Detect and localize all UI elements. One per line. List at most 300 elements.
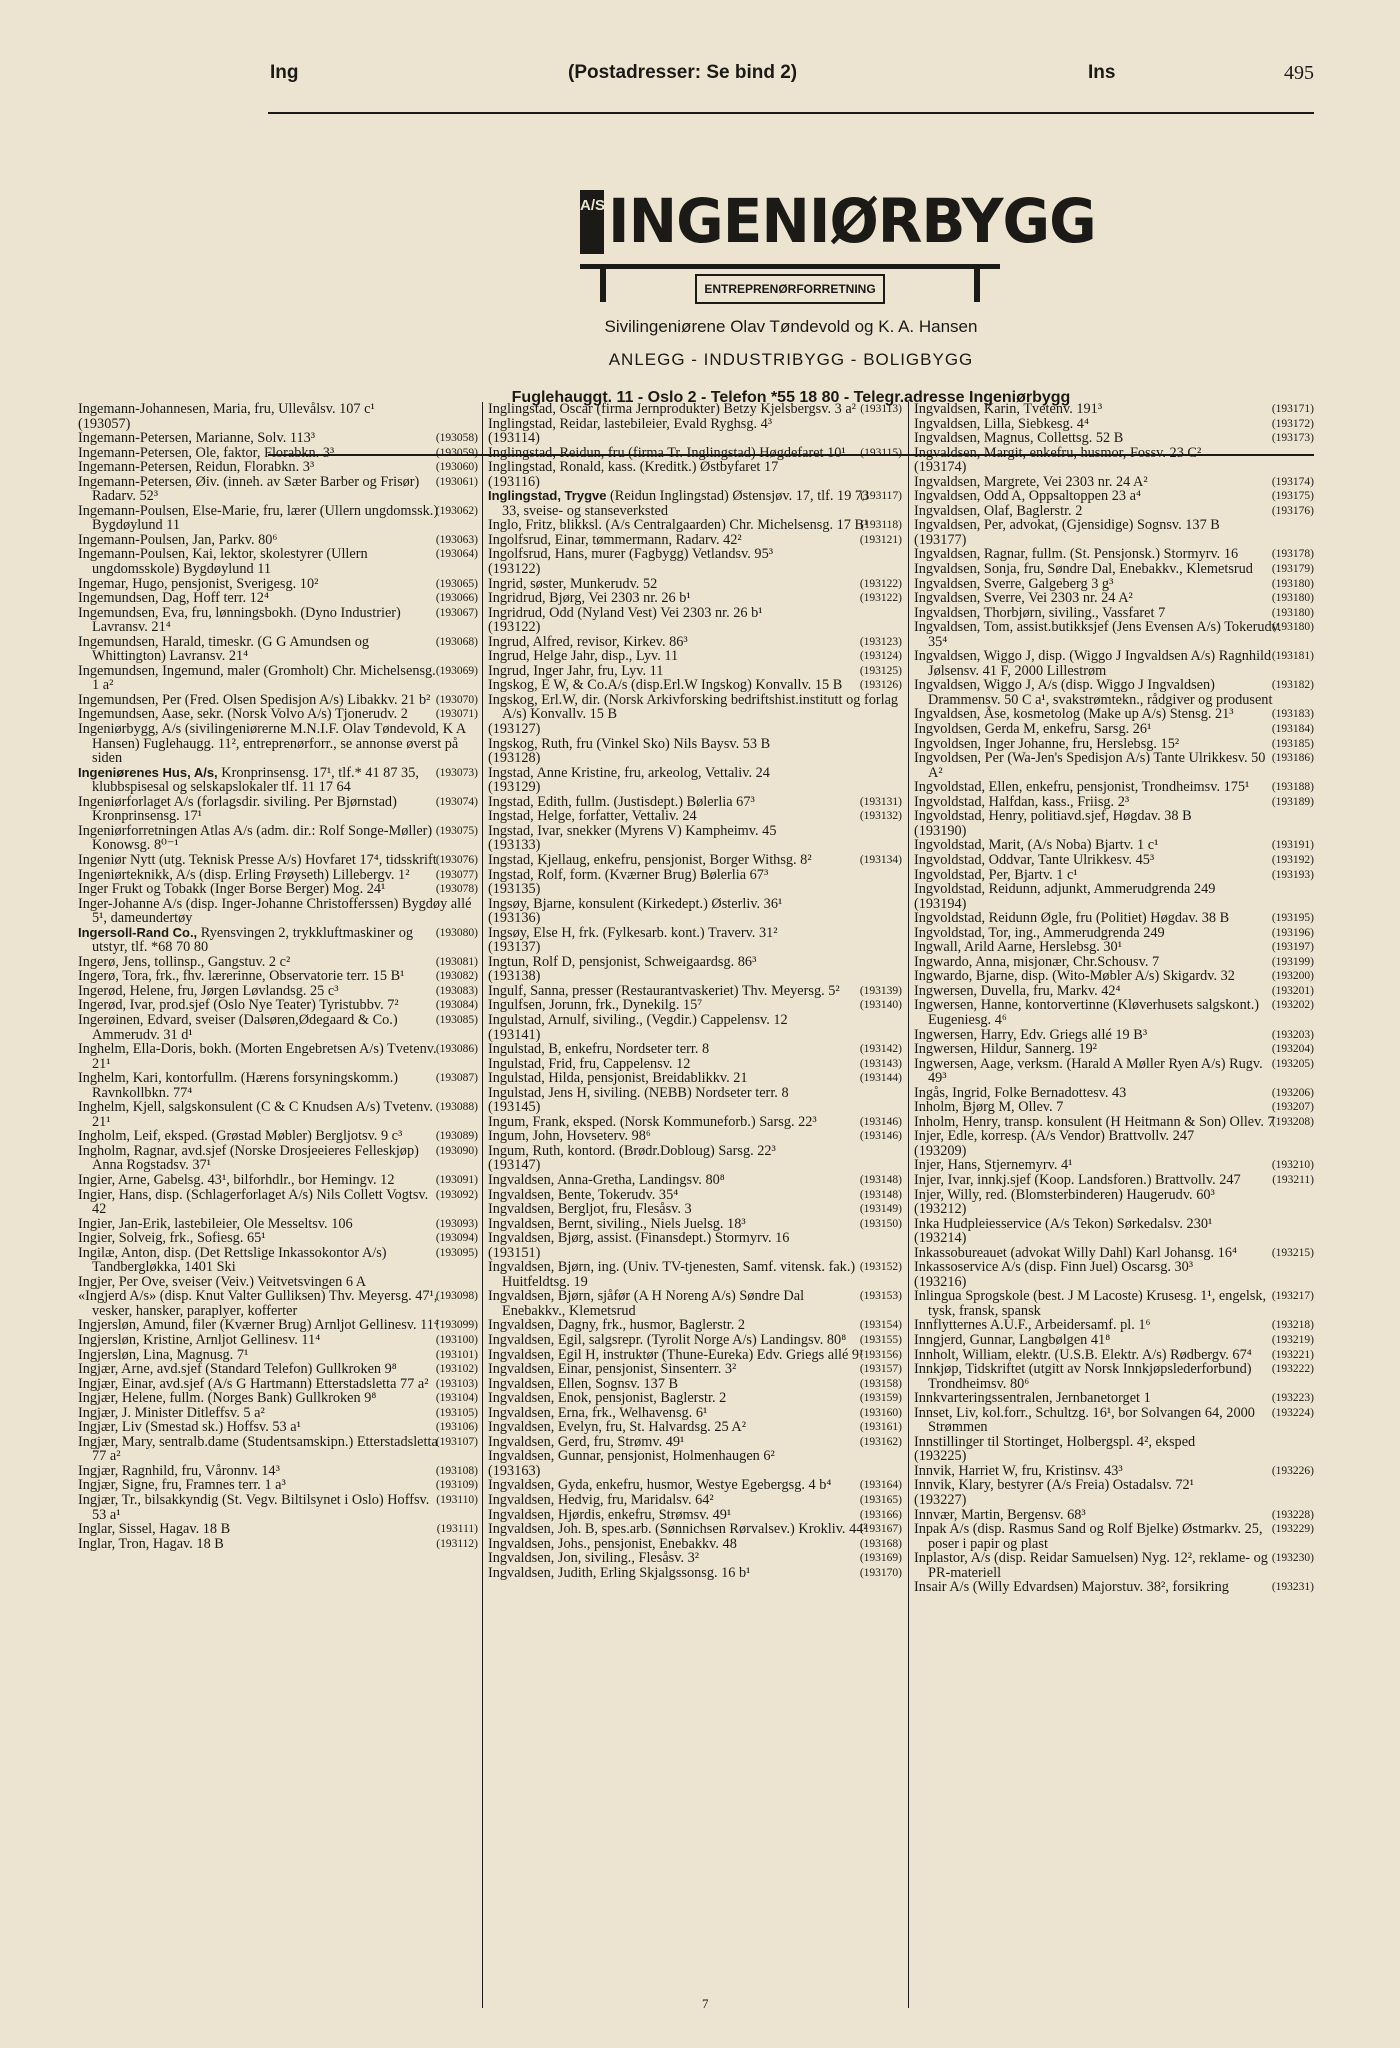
entry-phone-number: (193182) (1271, 679, 1314, 692)
entry-text: Ingskog, Ruth, fru (Vinkel Sko) Nils Baysv. 53 B (488, 735, 771, 752)
entry-phone-number: (193063) (435, 533, 478, 546)
listing-entry (78, 766, 478, 795)
entry-phone-number: (193143) (859, 1057, 902, 1070)
listing-entry (914, 1144, 1314, 1159)
entry-phone-number: (193103) (435, 1377, 478, 1390)
entry-phone-number: (193067) (435, 606, 478, 619)
listing-entry (914, 1275, 1314, 1290)
entry-text: Ingulstad, B, enkefru, Nordseter terr. 8 (488, 1041, 710, 1058)
entry-phone-number: (193071) (435, 708, 478, 721)
entry-text: Ingemundsen, Per (Fred. Olsen Spedisjon A/s) Libakkv. 21 b² (78, 691, 431, 708)
entry-phone-number: (193102) (435, 1363, 478, 1376)
listing-entry (488, 591, 902, 606)
listing-entry (78, 431, 478, 446)
entry-phone-number: (193101) (435, 1348, 478, 1361)
entry-text: Ingwersen, Hildur, Sannerg. 19² (914, 1041, 1097, 1058)
listing-entry (914, 1086, 1314, 1101)
logo-left-post (600, 268, 606, 302)
entry-text: Ingvoldstad, Tor, ing., Ammerudgrenda 249 (914, 924, 1165, 941)
listing-entry (914, 1202, 1314, 1217)
entry-phone-number: (193058) (435, 432, 478, 445)
footer-mark: 7 (702, 1996, 709, 2011)
entry-text: Inglingstad, Reidun, fru (firma Tr. Inglingstad) Høgdefaret 10¹ (488, 444, 846, 461)
entry-phone-number: (193180) (1271, 577, 1314, 590)
listing-column-3 (914, 402, 1314, 2008)
entry-text: Inplastor, A/s (disp. Reidar Samuelsen) Nyg. 12², reklame- og PR-materiell (914, 1550, 1268, 1581)
logo-wordmark: INGENIØRBYGG (608, 185, 1096, 257)
entry-text: Ingvoldstad, Reidunn, adjunkt, Ammerudgrenda 249 (914, 881, 1216, 898)
entry-phone-number: (193157) (859, 1363, 902, 1376)
entry-phone-number: (193221) (1271, 1348, 1314, 1361)
entry-text: Innvik, Klary, bestyrer (A/s Freia) Ostadalsv. 72¹ (914, 1477, 1194, 1494)
entry-text: (193145) (488, 1099, 541, 1116)
listing-entry (78, 1129, 478, 1144)
listing-entry (488, 649, 902, 664)
entry-phone-number: (193210) (1271, 1159, 1314, 1172)
listing-entry (78, 1420, 478, 1435)
listing-entry (914, 838, 1314, 853)
entry-phone-number: (193113) (860, 403, 902, 415)
entry-text: Ingvoldstad, Oddvar, Tante Ulrikkesv. 45³ (914, 851, 1155, 868)
listing-entry (488, 940, 902, 955)
entry-text: (193177) (914, 531, 967, 548)
entry-text: Ingjær, Arne, avd.sjef (Standard Telefon) Gullkroken 9⁸ (78, 1361, 397, 1378)
listing-entry (488, 1435, 902, 1450)
entry-text: (193227) (914, 1492, 967, 1509)
entry-text: Inka Hudpleiesservice (A/s Tekon) Sørkedalsv. 230¹ (914, 1215, 1213, 1232)
entry-phone-number: (193126) (859, 679, 902, 692)
entry-text: Inglar, Sissel, Hagav. 18 B (78, 1521, 231, 1538)
listing-entry (488, 1042, 902, 1057)
listing-entry (488, 664, 902, 679)
listing-entry (78, 984, 478, 999)
listing-entry (488, 998, 902, 1013)
listing-entry (914, 1435, 1314, 1450)
entry-text: Ingvaldsen, Dagny, frk., husmor, Baglerstr. 2 (488, 1317, 745, 1334)
listing-entry (78, 417, 478, 432)
entry-text: Ingerød, Helene, fru, Jørgen Løvlandsg. 25 c³ (78, 982, 339, 999)
listing-entry (488, 882, 902, 897)
entry-phone-number: (193105) (435, 1406, 478, 1419)
listing-entry (488, 446, 902, 461)
entry-text: Ingier, Jan-Erik, lastebileier, Ole Messeltsv. 106 (78, 1215, 353, 1232)
entry-phone-number: (193095) (435, 1246, 478, 1259)
listing-entry (488, 1289, 902, 1318)
entry-text: Ingeniørforlaget A/s (forlagsdir. siviling. Per Bjørnstad) Kronprinsensg. 17¹ (78, 793, 397, 825)
listing-entry (488, 1333, 902, 1348)
entry-text: Ingvaldsen, Gyda, enkefru, husmor, Westye Egebergsg. 4 b⁴ (488, 1477, 832, 1494)
listing-entry (78, 1522, 478, 1537)
entry-phone-number: (193183) (1271, 708, 1314, 721)
entry-text: Ingemundsen, Ingemund, maler (Gromholt) Chr. Michelsensg. 1 a² (78, 662, 436, 694)
listing-entry (914, 547, 1314, 562)
entry-text: Ingvaldsen, Tom, assist.butikksjef (Jens Evensen A/s) Tokerudv. 35⁴ (914, 619, 1282, 650)
entry-text: Ingvaldsen, Enok, pensjonist, Baglerstr. 2 (488, 1390, 727, 1407)
entry-text: «Ingjerd A/s» (disp. Knut Valter Gulliksen) Thv. Meyersg. 47¹, vesker, hansker, paraplyer, kofferter (78, 1288, 438, 1319)
listing-entry (78, 955, 478, 970)
entry-text: Ingum, John, Hovseterv. 98⁶ (488, 1128, 651, 1145)
entry-phone-number: (193149) (859, 1203, 902, 1216)
entry-phone-number: (193124) (859, 650, 902, 663)
entry-text: Ingvaldsen, Bjørn, ing. (Univ. TV-tjenesten, Samf. vitensk. fak.) Huitfeldtsg. 19 (488, 1259, 856, 1290)
listing-entry (488, 751, 902, 766)
entry-text: Ingemann-Poulsen, Else-Marie, fru, lærer (Ullern ungdomssk.) Bygdøylund 11 (78, 502, 439, 534)
listing-entry (914, 417, 1314, 432)
entry-text: (193116) (488, 473, 540, 490)
entry-text: Ingemann-Poulsen, Kai, lektor, skolestyrer (Ullern ungdomsskole) Bygdøylund 11 (78, 546, 368, 578)
entry-phone-number: (193092) (435, 1188, 478, 1201)
entry-phone-number: (193150) (859, 1217, 902, 1230)
entry-text: Ingvaldsen, Lilla, Siebkesg. 4⁴ (914, 415, 1089, 432)
entry-phone-number: (193122) (859, 577, 902, 590)
entry-text: Ingjær, Signe, fru, Framnes terr. 1 a³ (78, 1477, 286, 1494)
entry-text: Ingemann-Petersen, Øiv. (inneh. av Sæter Barber og Frisør) Radarv. 52³ (78, 473, 420, 505)
listing-entry (78, 1464, 478, 1479)
entry-text: Ingulfsen, Jorunn, frk., Dynekilg. 15⁷ (488, 997, 703, 1014)
entry-text: Ingolfsrud, Einar, tømmermann, Radarv. 42² (488, 531, 742, 548)
entry-phone-number: (193082) (435, 970, 478, 983)
listing-entry (488, 780, 902, 795)
entry-text: Ingrid, søster, Munkerudv. 52 (488, 575, 658, 592)
entry-phone-number: (193158) (859, 1377, 902, 1390)
entry-text: Inghelm, Kari, kontorfullm. (Hærens forsyningskomm.) Ravnkollbkn. 77⁴ (78, 1070, 399, 1101)
listing-entry (78, 446, 478, 461)
listing-entry (78, 1071, 478, 1100)
entry-phone-number: (193219) (1271, 1334, 1314, 1346)
listing-entry (78, 1231, 478, 1246)
listing-entry (914, 649, 1314, 678)
entry-text: Ingvaldsen, Wiggo J, disp. (Wiggo J Ingvaldsen A/s) Ragnhild Jølsensv. 41 F, 2000 Lillestrøm (914, 648, 1272, 679)
entry-phone-number: (193159) (859, 1392, 902, 1405)
listing-entry (78, 1391, 478, 1406)
listing-entry (914, 1246, 1314, 1261)
entry-text: Ingilæ, Anton, disp. (Det Rettslige Inkassokontor A/s) Tandbergløkka, 1401 Ski (78, 1244, 387, 1276)
entry-phone-number: (193178) (1271, 548, 1314, 561)
entry-phone-number: (193193) (1271, 868, 1314, 881)
listing-entry (914, 577, 1314, 592)
entry-text: (193225) (914, 1448, 967, 1465)
listing-entry (914, 678, 1314, 707)
entry-text: (193122) (488, 619, 541, 636)
listing-entry (78, 475, 478, 504)
entry-text: Ingvaldsen, Odd A, Oppsaltoppen 23 a⁴ (914, 488, 1141, 505)
entry-text: Inglingstad, Oscar (firma Jernprodukter) Betzy Kjelsbergsv. 3 a² (488, 402, 856, 417)
entry-text: Ingier, Hans, disp. (Schlagerforlaget A/s) Nils Collett Vogtsv. 42 (78, 1186, 429, 1218)
entry-phone-number: (193172) (1271, 417, 1314, 430)
directory-page (78, 52, 1314, 2012)
entry-text: Ingier, Solveig, frk., Sofiesg. 65¹ (78, 1230, 266, 1247)
entry-text: Inngjerd, Gunnar, Langbølgen 41⁸ (914, 1332, 1111, 1348)
listing-entry (914, 489, 1314, 504)
listing-entry (488, 737, 902, 752)
listing-entry (78, 460, 478, 475)
listing-entry (488, 1028, 902, 1043)
entry-text: Ingvaldsen, Bente, Tokerudv. 35⁴ (488, 1186, 679, 1203)
entry-text: Ingjær, Einar, avd.sjef (A/s G Hartmann) Etterstadsletta 77 a² (78, 1375, 429, 1392)
entry-text: Ingvoldstad, Reidunn Øgle, fru (Politiet) Høgdav. 38 B (914, 910, 1230, 927)
listing-entry (488, 1057, 902, 1072)
entry-text: Ingvaldsen, Per, advokat, (Gjensidige) Sognsv. 137 B (914, 517, 1220, 534)
listing-entry (78, 1537, 478, 1552)
listing-entry (78, 1173, 478, 1188)
listing-entry (914, 853, 1314, 868)
entry-text: (193174) (914, 459, 967, 476)
entry-text: Ingwersen, Harry, Edv. Griegs allé 19 B³ (914, 1026, 1148, 1043)
entry-phone-number: (193142) (859, 1043, 902, 1056)
listing-entry (914, 475, 1314, 490)
listing-entry (488, 1377, 902, 1392)
listing-entry (914, 446, 1314, 461)
listing-entry (914, 1449, 1314, 1464)
entry-phone-number: (193132) (859, 810, 902, 823)
entry-text: Ingeniør Nytt (utg. Teknisk Presse A/s) Hovfaret 17⁴, tidsskrift (78, 851, 437, 868)
listing-entry (78, 1478, 478, 1493)
listing-entry (488, 1508, 902, 1523)
entry-phone-number: (193148) (859, 1173, 902, 1186)
entry-phone-number: (193175) (1271, 490, 1314, 503)
entry-phone-number: (193228) (1271, 1508, 1314, 1521)
entry-phone-number: (193169) (859, 1552, 902, 1565)
listing-entry (78, 606, 478, 635)
entry-text: Ingrud, Helge Jahr, disp., Lyv. 11 (488, 648, 679, 665)
listing-entry (488, 1420, 902, 1435)
listing-entry (488, 678, 902, 693)
listing-entry (914, 882, 1314, 897)
listing-entry (488, 1173, 902, 1188)
entry-text: Ingvoldstad, Henry, politiavd.sjef, Høgdav. 38 B (914, 808, 1192, 825)
entry-phone-number: (193180) (1271, 592, 1314, 605)
entry-phone-number: (193111) (436, 1523, 478, 1536)
entry-text: Ingvaldsen, Bjørn, sjåfør (A H Noreng A/s) Søndre Dal Enebakkv., Klemetsrud (488, 1288, 805, 1319)
listing-entry (488, 1013, 902, 1028)
entry-text: (193057) (78, 415, 131, 432)
entry-phone-number: (193176) (1271, 504, 1314, 517)
entry-phone-number: (193206) (1271, 1086, 1314, 1099)
entry-phone-number: (193174) (1271, 475, 1314, 488)
entry-phone-number: (193146) (859, 1130, 902, 1143)
entry-text: Inghelm, Ella-Doris, bokh. (Morten Engebretsen A/s) Tvetenv. 21¹ (78, 1041, 437, 1072)
entry-text: Inglar, Tron, Hagav. 18 B (78, 1535, 224, 1552)
entry-text: Ingvaldsen, Margit, enkefru, husmor, Fossv. 23 C² (914, 444, 1202, 461)
entry-text: Ingeniørforretningen Atlas A/s (adm. dir.: Rolf Songe-Møller) Konowsg. 8⁰⁻¹ (78, 822, 433, 854)
entry-text: (193214) (914, 1230, 967, 1247)
entry-phone-number: (193173) (1271, 432, 1314, 445)
entry-text: Ingvaldsen, Hjørdis, enkefru, Strømsv. 49¹ (488, 1506, 732, 1523)
entry-phone-number: (193161) (859, 1421, 902, 1434)
listing-entry (78, 897, 478, 926)
entry-text: Ingerø, Jens, tollinsp., Gangstuv. 2 c² (78, 953, 291, 970)
entry-text: Ingolfsrud, Hans, murer (Fagbygg) Vetlandsv. 95³ (488, 546, 774, 563)
entry-text: Ingjær, Helene, fullm. (Norges Bank) Gullkroken 9⁸ (78, 1390, 377, 1407)
entry-phone-number: (193197) (1271, 941, 1314, 954)
listing-entry (78, 1377, 478, 1392)
entry-phone-number: (193078) (435, 883, 478, 896)
entry-text: Inglo, Fritz, blikksl. (A/s Centralgaarden) Chr. Michelsensg. 17 B¹ (488, 517, 869, 534)
listing-entry (914, 1289, 1314, 1318)
entry-phone-number: (193218) (1271, 1319, 1314, 1332)
header-left-keyword: Ing (270, 62, 299, 83)
entry-phone-number: (193084) (435, 999, 478, 1012)
listing-entry (488, 955, 902, 970)
entry-text: Insair A/s (Willy Edvardsen) Majorstuv. 38², forsikring (914, 1579, 1229, 1596)
entry-phone-number: (193155) (859, 1334, 902, 1346)
listing-entry (914, 955, 1314, 970)
listing-entry (488, 431, 902, 446)
entry-text: Ingwersen, Duvella, fru, Markv. 42⁴ (914, 982, 1121, 999)
listing-entry (78, 824, 478, 853)
entry-text: Inglingstad, Ronald, kass. (Kreditk.) Østbyfaret 17 (488, 459, 779, 476)
entry-text: Ingholm, Leif, eksped. (Grøstad Møbler) Bergljotsv. 9 c³ (78, 1128, 403, 1145)
listing-entry (488, 1115, 902, 1130)
listing-entry (914, 1028, 1314, 1043)
entry-text: (193151) (488, 1244, 541, 1261)
entry-text: Ingjær, Ragnhild, fru, Våronnv. 14³ (78, 1462, 280, 1479)
listing-entry (488, 547, 902, 562)
entry-text: Ingstad, Edith, fullm. (Justisdept.) Bølerlia 67³ (488, 793, 755, 810)
entry-text: Ingum, Frank, eksped. (Norsk Kommuneforb.) Sarsg. 22³ (488, 1113, 817, 1130)
page-number: 495 (1284, 62, 1314, 84)
listing-entry (488, 984, 902, 999)
listing-entry (488, 1144, 902, 1159)
entry-text: Ingvaldsen, Egil, salgsrepr. (Tyrolit Norge A/s) Landingsv. 80⁸ (488, 1332, 847, 1348)
listing-entry (78, 533, 478, 548)
entry-phone-number: (193112) (436, 1537, 478, 1550)
entry-text: Ingvoldstad, Ellen, enkefru, pensjonist, Trondheimsv. 175¹ (914, 779, 1250, 796)
entry-text: (193190) (914, 822, 967, 839)
listing-entry (914, 809, 1314, 824)
entry-text: Ingvoldstad, Marit, (A/s Noba) Bjartv. 1 c¹ (914, 837, 1159, 854)
entry-text: (193216) (914, 1273, 967, 1290)
listing-entry (78, 1289, 478, 1318)
entry-phone-number: (193148) (859, 1188, 902, 1201)
entry-text: Inglingstad, Trygve (Reidun Inglingstad) Østensjøv. 17, tlf. 19 73 33, sveise- og stanseverksted (488, 488, 870, 519)
entry-phone-number: (193081) (435, 955, 478, 968)
listing-entry (488, 853, 902, 868)
listing-entry (914, 911, 1314, 926)
entry-phone-number: (193115) (860, 446, 902, 459)
entry-text: Ingjersløn, Lina, Magnusg. 7¹ (78, 1346, 249, 1363)
entry-phone-number: (193185) (1271, 737, 1314, 750)
entry-phone-number: (193087) (435, 1072, 478, 1085)
ingeniorbygg-logo (580, 184, 1096, 296)
entry-phone-number: (193062) (435, 504, 478, 517)
entry-phone-number: (193164) (859, 1479, 902, 1492)
listing-entry (914, 1551, 1314, 1580)
entry-phone-number: (193085) (435, 1013, 478, 1026)
entry-text: Ingemundsen, Eva, fru, lønningsbokh. (Dyno Industrier) Lavransv. 21⁴ (78, 604, 401, 636)
listing-entry (914, 1260, 1314, 1275)
entry-text: Ingvaldsen, Joh. B, spes.arb. (Sønnichsen Rørvalsev.) Krokliv. 44² (488, 1521, 868, 1538)
entry-phone-number: (193201) (1271, 984, 1314, 997)
listing-entry (488, 635, 902, 650)
entry-phone-number: (193121) (859, 533, 902, 546)
entry-phone-number: (193104) (435, 1392, 478, 1405)
entry-phone-number: (193215) (1271, 1246, 1314, 1259)
entry-text: Ingjær, Mary, sentralb.dame (Studentsamskipn.) Etterstadsletta 77 a² (78, 1433, 438, 1465)
listing-entry (488, 1449, 902, 1464)
entry-text: Ingjær, Tr., bilsakkyndig (St. Vegv. Biltilsynet i Oslo) Hoffsv. 53 a¹ (78, 1492, 430, 1523)
entry-phone-number: (193211) (1272, 1173, 1314, 1186)
entry-phone-number: (193191) (1271, 839, 1314, 852)
entry-phone-number: (193231) (1271, 1581, 1314, 1594)
entry-text: Ingvaldsen, Hedvig, fru, Maridalsv. 64² (488, 1492, 714, 1509)
listing-column-2 (488, 402, 902, 2008)
entry-text: Ingholm, Ragnar, avd.sjef (Norske Drosjeeieres Felleskjøp) Anna Rogstadsv. 37¹ (78, 1142, 419, 1174)
entry-text: Injer, Hans, Stjernemyrv. 4¹ (914, 1157, 1073, 1174)
entry-text: Ingemundsen, Harald, timeskr. (G G Amundsen og Whittington) Lavransv. 21⁴ (78, 633, 370, 665)
entry-phone-number: (193144) (859, 1072, 902, 1085)
entry-text: Ingulstad, Arnulf, siviling., (Vegdir.) Cappelensv. 12 (488, 1011, 788, 1028)
advert-address: Fuglehauggt. 11 - Oslo 2 - Telefon *55 18 80 - Telegr.adresse Ingeniørbygg (511, 389, 1071, 406)
listing-entry (914, 1158, 1314, 1173)
logo-right-post (974, 268, 980, 302)
entry-phone-number: (193222) (1271, 1363, 1314, 1376)
listing-entry (78, 664, 478, 693)
entry-phone-number: (193077) (435, 868, 478, 881)
logo-prefix: A/S (580, 190, 604, 254)
listing-entry (488, 911, 902, 926)
listing-entry (78, 1348, 478, 1363)
entry-text: Ingwersen, Hanne, kontorvertinne (Kløverhusets salgskont.) Eugeniesg. 4⁶ (914, 997, 1260, 1028)
entry-phone-number: (193160) (859, 1406, 902, 1419)
listing-entry (914, 1391, 1314, 1406)
listing-entry (488, 1362, 902, 1377)
entry-phone-number: (193100) (435, 1334, 478, 1346)
entry-text: Inholm, Bjørg M, Ollev. 7 (914, 1099, 1064, 1116)
listing-entry (78, 547, 478, 576)
entry-text: Ingier, Arne, Gabelsg. 43¹, bilforhdlr., bor Hemingv. 12 (78, 1171, 395, 1188)
entry-phone-number: (193083) (435, 984, 478, 997)
listing-entry (914, 1100, 1314, 1115)
listing-entry (914, 562, 1314, 577)
entry-phone-number: (193117) (860, 490, 902, 503)
listing-entry (914, 518, 1314, 533)
entry-text: Ingemundsen, Aase, sekr. (Norsk Volvo A/s) Tjonerudv. 2 (78, 706, 408, 723)
listing-entry (488, 1231, 902, 1246)
entry-text: Inkassoservice A/s (disp. Finn Juel) Oscarsg. 30³ (914, 1259, 1194, 1276)
listing-entry (914, 868, 1314, 883)
listing-entry (914, 1464, 1314, 1479)
entry-phone-number: (193192) (1271, 853, 1314, 866)
entry-phone-number: (193217) (1271, 1290, 1314, 1303)
logo-tagline: ENTREPRENØRFORRETNING (695, 274, 885, 304)
entry-phone-number: (193070) (435, 693, 478, 706)
listing-entry (914, 1188, 1314, 1203)
entry-phone-number: (193122) (859, 592, 902, 605)
entry-phone-number: (193088) (435, 1101, 478, 1114)
listing-entry (914, 1115, 1314, 1130)
entry-phone-number: (193107) (435, 1435, 478, 1448)
listing-entry (488, 606, 902, 621)
entry-phone-number: (193195) (1271, 912, 1314, 925)
listing-entry (488, 1246, 902, 1261)
listing-entry (914, 1478, 1314, 1493)
entry-text: Ingsøy, Else H, frk. (Fylkesarb. kont.) Traverv. 31² (488, 924, 778, 941)
entry-text: Ingsøy, Bjarne, konsulent (Kirkedept.) Østerliv. 36¹ (488, 895, 783, 912)
entry-text: Ingjær, Liv (Smestad sk.) Hoffsv. 53 a¹ (78, 1419, 301, 1436)
entry-text: Ingvoldstad, Halfdan, kass., Friisg. 2³ (914, 793, 1130, 810)
entry-text: Ingvaldsen, Egil H, instruktør (Thune-Eureka) Edv. Griegs allé 9¹ (488, 1346, 864, 1363)
entry-text: Ingwall, Arild Aarne, Herslebsg. 30¹ (914, 939, 1122, 956)
listing-entry (914, 780, 1314, 795)
entry-text: (193127) (488, 721, 541, 738)
listing-entry (488, 1478, 902, 1493)
entry-phone-number: (193131) (859, 795, 902, 808)
listing-entry (488, 969, 902, 984)
entry-text: Ingeniørbygg, A/s (sivilingeniørerne M.N.I.F. Olav Tøndevold, K A Hansen) Fuglehaugg. 11², entreprenørforr., se annonse øverst på siden (78, 721, 466, 767)
entry-text: Inglingstad, Reidar, lastebileier, Evald Ryghsg. 4³ (488, 415, 773, 432)
entry-text: Ingås, Ingrid, Folke Bernadottesv. 43 (914, 1084, 1127, 1101)
